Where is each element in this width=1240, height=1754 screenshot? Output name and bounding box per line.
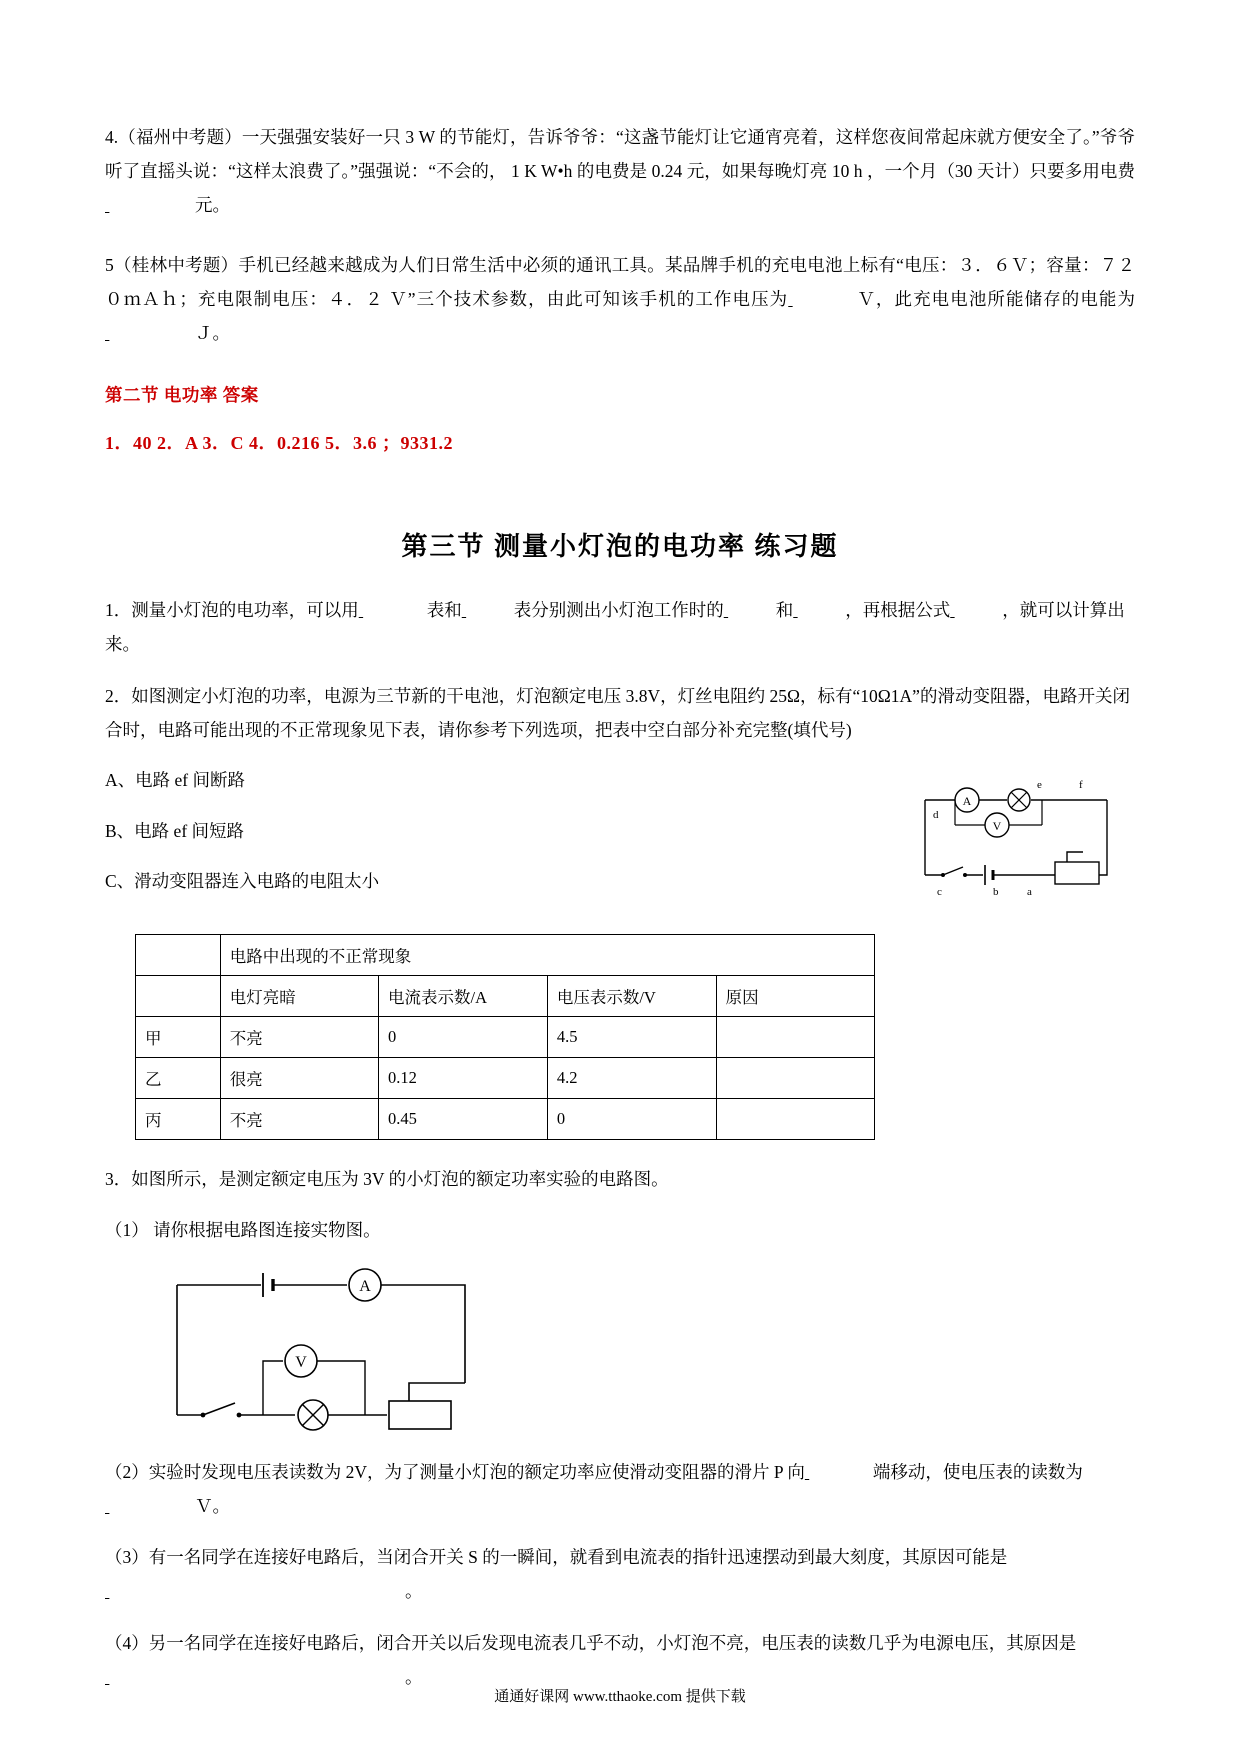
phenomena-table (135, 934, 875, 1140)
option-a: A、电路 ef 间断路 (105, 770, 245, 790)
table-cell-r0c1: 不亮 (220, 1016, 378, 1057)
question-5-mid: Ｖ，此充电电池所能储存的电能为 (856, 289, 1135, 309)
svg-text:a: a (1027, 886, 1032, 898)
table-cell-r2c1: 不亮 (220, 1098, 378, 1139)
answer-section-header: 第二节 电功率 答案 (105, 385, 259, 405)
table-cell-r2c0: 丙 (136, 1098, 221, 1139)
question-4-tail: 元。 (195, 195, 230, 215)
question-3-3-b: 。 (405, 1581, 423, 1601)
circuit-diagram-1 (907, 770, 1127, 910)
question-5-tail: Ｊ。 (195, 323, 230, 343)
question-3-4-a: （4）另一名同学在连接好电路后，闭合开关以后发现电流表几乎不动，小灯泡不亮，电压表的读数几乎为电源电压，其原因是 (105, 1632, 1077, 1653)
table-header-2: 电流表示数/A (379, 975, 548, 1016)
page-footer: 通通好课网 www.tthaoke.com 提供下载 (494, 1689, 746, 1705)
question-4-text: 4.（福州中考题）一天强强安装好一只 3 W 的节能灯，告诉爷爷：“这盏节能灯让它通宵亮着，这样您夜间常起床就方便安全了。”爷爷听了直摇头说：“这样太浪费了。”强强说：“不会的， 1 K W•h 的电费是 0.24 元，如果每晚灯亮 10 h ，一个月（30 天计）只要多用电费 (105, 127, 1135, 181)
page-title: 第三节 测量小灯泡的电功率 练习题 (401, 532, 839, 561)
svg-text:A: A (359, 1277, 371, 1295)
circuit-diagram-2-svg (165, 1265, 585, 1445)
table-row-header (136, 975, 875, 1016)
table-header-4: 原因 (716, 975, 874, 1016)
question-1-c: 表分别测出小灯泡工作时的 (513, 600, 724, 620)
circuit-diagram-2 (165, 1265, 585, 1445)
svg-text:f: f (1079, 779, 1083, 791)
table-cell-r1c3: 4.2 (547, 1057, 716, 1098)
table-row (136, 1098, 875, 1139)
svg-text:e: e (1037, 779, 1042, 791)
question-1-d: 和 (775, 600, 794, 620)
question-3: 3．如图所示，是测定额定电压为 3V 的小灯泡的额定功率实验的电路图。 (105, 1168, 669, 1189)
question-3-2-blank-1 (805, 1455, 873, 1489)
table-header-3: 电压表示数/V (547, 975, 716, 1016)
table-cell-r2c4 (716, 1098, 874, 1139)
table-cell-r0c0: 甲 (136, 1016, 221, 1057)
question-1-e: ，再根据公式 (845, 600, 951, 620)
question-3-2-c: Ｖ。 (195, 1495, 230, 1516)
question-1-b: 表和 (426, 600, 462, 620)
question-1-a: 1．测量小灯泡的电功率，可以用 (105, 600, 359, 620)
table-cell-r1c4 (716, 1057, 874, 1098)
question-1 (105, 593, 1135, 661)
option-b: B、电路 ef 间短路 (105, 820, 245, 841)
table-row-header-merged (136, 934, 875, 975)
svg-text:c: c (937, 886, 942, 898)
table-cell-r0c4 (716, 1016, 874, 1057)
table-cell-r0c2: 0 (379, 1016, 548, 1057)
question-3-3-blank (105, 1574, 405, 1608)
table-cell-r2c3: 0 (547, 1098, 716, 1139)
table-cell-empty (136, 934, 221, 975)
answer-section-line: 1．40 2．A 3．C 4．0.216 5．3.6 ；9331.2 (105, 433, 454, 453)
svg-text:V: V (295, 1353, 307, 1371)
svg-text:A: A (962, 794, 972, 808)
table-cell-r1c0: 乙 (136, 1057, 221, 1098)
question-3-2-a: （2）实验时发现电压表读数为 2V，为了测量小灯泡的额定功率应使滑动变阻器的滑片 P 向 (105, 1461, 805, 1482)
question-1-blank-2 (462, 593, 514, 627)
question-3-4 (105, 1626, 1135, 1694)
table-cell-r2c2: 0.45 (379, 1098, 548, 1139)
svg-text:V: V (992, 819, 1002, 833)
question-1-blank-3 (724, 593, 776, 627)
question-5-blank-1 (788, 282, 856, 316)
table-row (136, 1016, 875, 1057)
svg-text:d: d (933, 809, 939, 821)
question-3-4-b: 。 (405, 1666, 423, 1687)
question-3-2-blank-2 (105, 1489, 195, 1523)
question-5-blank-2 (105, 316, 195, 350)
question-3-2 (105, 1455, 1135, 1523)
question-1-blank-1 (359, 593, 427, 627)
question-1-f: ，就可以计算出来。 (105, 600, 1125, 654)
table-row (136, 1057, 875, 1098)
svg-text:b: b (993, 886, 999, 898)
table-header-merged: 电路中出现的不正常现象 (220, 934, 874, 975)
question-1-blank-4 (793, 593, 845, 627)
question-2: 2．如图测定小灯泡的功率，电源为三节新的干电池，灯泡额定电压 3.8V，灯丝电阻约 25Ω，标有“10Ω1A”的滑动变阻器，电路开关闭合时，电路可能出现的不正常现象见下表，请你参考下列选项，把表中空白部分补充完整(填代号) (105, 685, 1130, 740)
question-3-1: （1） 请你根据电路图连接实物图。 (105, 1220, 381, 1240)
table-cell-r1c2: 0.12 (379, 1057, 548, 1098)
circuit-diagram-1-svg (907, 770, 1127, 910)
table-cell-r0c3: 4.5 (547, 1016, 716, 1057)
table-cell-r1c1: 很亮 (220, 1057, 378, 1098)
question-3-2-b: 端移动，使电压表的读数为 (872, 1461, 1083, 1482)
question-5 (105, 248, 1135, 350)
question-1-blank-5 (950, 593, 1002, 627)
question-4-blank (105, 188, 195, 222)
table-header-1: 电灯亮暗 (220, 975, 378, 1016)
option-c: C、滑动变阻器连入电路的电阻太小 (105, 871, 380, 891)
question-4 (105, 120, 1135, 222)
question-3-3 (105, 1540, 1135, 1608)
question-5-text: 5（桂林中考题）手机已经越来越成为人们日常生活中必须的通讯工具。某品牌手机的充电电池上标有“电压：３．６Ｖ；容量：７２０ｍＡｈ；充电限制电压：４．２ Ｖ”三个技术参数，由此可知该手机的工作电压为 (105, 255, 1135, 309)
question-3-3-a: （3）有一名同学在连接好电路后，当闭合开关 S 的一瞬间，就看到电流表的指针迅速摆动到最大刻度，其原因可能是 (105, 1547, 1008, 1567)
table-header-0 (136, 975, 221, 1016)
